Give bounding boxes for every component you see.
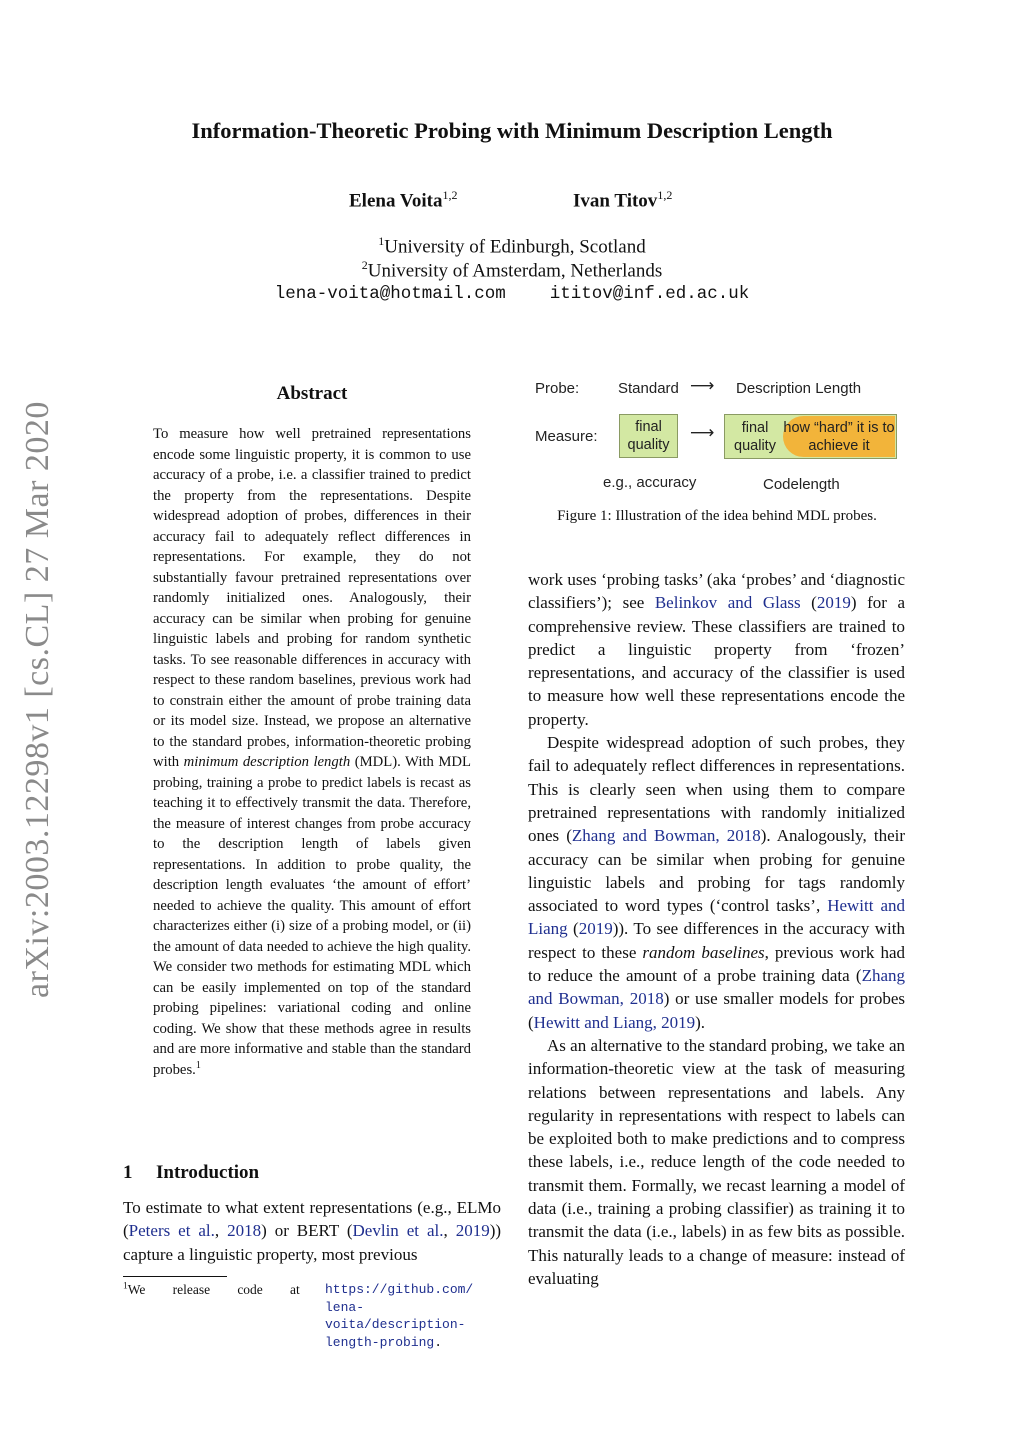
text: work uses ‘probing tasks’ (aka ‘probes’ and ‘diagnostic classifiers’); see bbox=[528, 570, 905, 613]
arxiv-identifier-stamp: arXiv:2003.12298v1 [cs.CL] 27 Mar 2020 bbox=[19, 401, 56, 998]
figure-box-final-quality-2: final quality bbox=[734, 420, 776, 454]
figure-arrow-icon: ⟶ bbox=[690, 376, 715, 395]
paragraph-1 bbox=[528, 568, 905, 731]
text: ). bbox=[695, 1012, 706, 1032]
footnote-word: code bbox=[237, 1282, 263, 1297]
footnote-word: at bbox=[290, 1282, 300, 1297]
text: ) for a comprehensive review. These classifiers are trained to predict a linguistic property from ‘frozen’ representations, and accuracy of the classifier is used to measure how well these representations encode the property. bbox=[528, 593, 906, 729]
footnote-mark: 1 bbox=[123, 1281, 128, 1292]
abstract-footnote-mark[interactable]: 1 bbox=[195, 1059, 201, 1071]
abstract-text-2: (MDL). With MDL probing, training a probe to predict labels is recast as teaching it to effectively transmit the data. Therefore, the measure of interest changes from probe accuracy to the description length of labels given representations. In addition to probe quality, the description length evaluates ‘the amount of effort’ needed to achieve the quality. This amount of effort characterizes either (i) size of a probing model, or (ii) the amount of data needed to achieve the high quality. We consider two methods for estimating MDL which can be easily implemented on top of the standard probing pipelines: variational coding and online coding. We show that these methods agree in results and are more informative and stable than the standard probes. bbox=[153, 754, 471, 1078]
paper-title: Information-Theoretic Probing with Minimum Description Length bbox=[191, 118, 833, 143]
citation-link[interactable]: Hewitt and Liang bbox=[528, 896, 905, 939]
citation-link[interactable]: Peters et al. bbox=[128, 1221, 215, 1241]
abstract-italic-term: minimum description length bbox=[183, 754, 351, 770]
author-2 bbox=[573, 188, 672, 212]
intro-paragraph bbox=[123, 1196, 501, 1266]
figure-standard-label: Standard bbox=[618, 380, 679, 397]
citation-link[interactable]: Zhang and Bowman, 2018 bbox=[571, 826, 761, 846]
abstract-text-1: To measure how well pretrained representations encode some linguistic property, it is common to use accuracy of a probe, i.e. a classifier trained to predict the property from the representations. Despite widespread adoption of probes, differences in their accuracy fail to adequately reflect differences in representations. For example, they do not substantially favour pretrained representations over randomly initialized ones. Analogously, their accuracy can be similar when probing for genuine linguistic labels and probing for random synthetic tasks. To see reasonable differences in accuracy with respect to these random baselines, previous work had to constrain either the amount of probe training data or its model size. Instead, we propose an alternative to the standard probes, information-theoretic probing with bbox=[153, 426, 471, 770]
footnote-period: . bbox=[434, 1334, 443, 1350]
right-column-body bbox=[528, 568, 905, 1290]
text: , previous work had to reduce the amount of a probe training data ( bbox=[528, 942, 905, 986]
figure-box-codelength bbox=[724, 414, 897, 459]
text: )) capture a linguistic property, most previous bbox=[123, 1221, 502, 1264]
citation-link[interactable]: 2019 bbox=[455, 1221, 490, 1241]
affiliation-2 bbox=[0, 258, 1024, 282]
figure-eg-accuracy-label: e.g., accuracy bbox=[603, 474, 697, 491]
text: ) or BERT ( bbox=[261, 1221, 353, 1241]
figure-box-final-quality: final quality bbox=[619, 414, 678, 458]
section-title: Introduction bbox=[156, 1162, 260, 1183]
citation-link[interactable]: 2019 bbox=[816, 593, 851, 613]
footnote-word: We bbox=[127, 1282, 146, 1297]
email-1[interactable]: lena-voita@hotmail.com bbox=[274, 284, 506, 304]
author-1-affil-mark: 1,2 bbox=[442, 188, 458, 202]
figure-codelength-label: Codelength bbox=[763, 476, 840, 493]
figure-arrow-icon: ⟶ bbox=[690, 423, 715, 442]
author-1-name: Elena Voita bbox=[349, 190, 443, 212]
text: ( bbox=[567, 919, 579, 939]
citation-link[interactable]: Belinkov and Glass bbox=[654, 593, 801, 613]
section-number: 1 bbox=[123, 1162, 133, 1183]
footnote-rule bbox=[123, 1276, 227, 1277]
text: , bbox=[443, 1221, 456, 1241]
author-2-affil-mark: 1,2 bbox=[657, 188, 673, 202]
abstract-body bbox=[153, 424, 471, 1080]
footnote-url-link[interactable] bbox=[325, 1281, 501, 1351]
italic-term: random baselines bbox=[642, 942, 765, 962]
affiliation-2-text: University of Amsterdam, Netherlands bbox=[367, 260, 663, 282]
citation-link[interactable]: Hewitt and Liang, 2019 bbox=[533, 1012, 696, 1032]
citation-link[interactable]: 2018 bbox=[227, 1221, 262, 1241]
citation-link[interactable]: Zhang and Bowman, 2018 bbox=[528, 966, 905, 1009]
text: ) or use smaller models for probes ( bbox=[528, 989, 905, 1032]
author-1 bbox=[349, 188, 457, 212]
text: Despite widespread adoption of such probes, they fail to adequately reflect differences in representations. This is clearly seen when using them to compare pretrained representations with randomly initialized ones ( bbox=[528, 733, 905, 846]
affiliation-1-mark: 1 bbox=[378, 234, 385, 248]
paragraph-3: As an alternative to the standard probing, we take an information-theoretic view at the task of measuring relations between representations and labels. Any regularity in representations with respect to labels can be exploited both to make predictions and to compress these labels, i.e., reduce length of the code needed to transmit them. Formally, we recast learning a model of data (i.e., training a probing classifier) as training it to transmit the data (i.e., labels) in as few bits as possible. This naturally leads to a change of measure: instead of evaluating bbox=[528, 1035, 905, 1288]
footnote-url-text: https://github.com/ lena-voita/description-length-probing bbox=[325, 1282, 474, 1350]
text: , bbox=[214, 1221, 228, 1241]
figure-probe-label: Probe: bbox=[535, 380, 580, 397]
affiliation-2-mark: 2 bbox=[361, 258, 368, 272]
citation-link[interactable]: 2019 bbox=[578, 919, 613, 939]
email-2[interactable]: ititov@inf.ed.ac.uk bbox=[549, 284, 750, 304]
abstract-heading: Abstract bbox=[276, 383, 348, 404]
affiliation-1-text: University of Edinburgh, Scotland bbox=[384, 236, 646, 258]
text: ). Analogously, their accuracy can be similar when probing for genuine linguistic labels and probing for tags randomly associated to word types (‘control tasks’, bbox=[528, 826, 905, 916]
footnote-lead bbox=[123, 1281, 145, 1299]
figure-measure-label: Measure: bbox=[535, 428, 598, 445]
text: )). To see differences in the accuracy with respect to these bbox=[528, 919, 905, 962]
author-2-name: Ivan Titov bbox=[573, 190, 658, 212]
text: To estimate to what extent representations (e.g., ELMo ( bbox=[123, 1198, 501, 1241]
citation-link[interactable]: Devlin et al. bbox=[352, 1221, 444, 1241]
figure-description-length-label: Description Length bbox=[736, 380, 862, 397]
figure-1-caption: Figure 1: Illustration of the idea behind MDL probes. bbox=[557, 508, 877, 524]
footnote-word: release bbox=[172, 1282, 211, 1297]
author-emails bbox=[0, 284, 1024, 304]
footnote bbox=[123, 1281, 501, 1350]
affiliation-1 bbox=[0, 234, 1024, 258]
figure-box-how-hard: how “hard” it is to achieve it bbox=[783, 416, 895, 457]
text: ( bbox=[800, 593, 817, 613]
paragraph-2 bbox=[528, 731, 905, 1034]
section-heading-introduction bbox=[123, 1162, 259, 1184]
